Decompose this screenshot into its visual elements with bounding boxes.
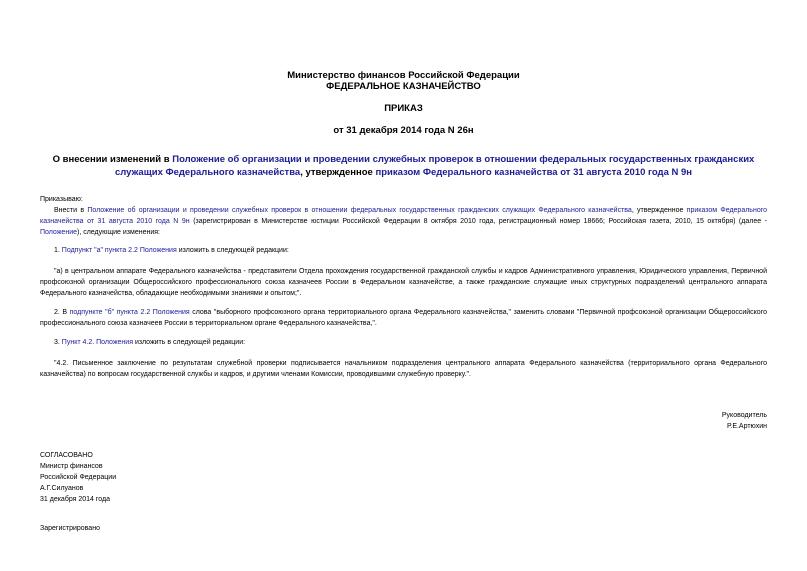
agreed-label: СОГЛАСОВАНО (40, 452, 93, 459)
quote-1: "а) в центральном аппарате Федерального казначейства - представители Отдела прохождения государственной гражданской службы и кадров Административного управления, Юридического управления, Первичной профсоюзной организации Общероссийского профессионального союза казначеев России в Федеральном казначействе, а также гражданские служащие иных структурных подразделений центрального аппарата Федерального казначейства, обладающие необходимыми знаниями и опытом;". (40, 268, 767, 297)
title-prefix: О внесении изменений в (52, 154, 173, 165)
ministry-name: Министерство финансов Российской Федерации (287, 70, 520, 81)
item-3-link[interactable]: Пункт 4.2. Положения (61, 339, 133, 346)
signature-name: Р.Е.Артюхин (727, 423, 767, 430)
item-2 (40, 307, 767, 329)
item-3 (40, 337, 767, 348)
intro-link-order[interactable]: приказом Федерального казначейства от 31 августа 2010 года N 9н (40, 207, 768, 225)
doc-title (40, 153, 767, 179)
registered-label: Зарегистрировано (40, 525, 100, 532)
intro-paragraph (40, 205, 767, 238)
agency-name: ФЕДЕРАЛЬНОЕ КАЗНАЧЕЙСТВО (326, 81, 481, 92)
signature-role: Руководитель (721, 412, 767, 419)
title-link-order[interactable]: приказом Федерального казначейства от 31 августа 2010 года N 9н (375, 167, 693, 178)
agreed-line1: Министр финансов (40, 463, 103, 470)
intro-t3: (зарегистрирован в Министерстве юстиции Российской Федерации 8 октября 2010 года, регистрационный номер 18666; Российская газета, 2010, 15 октября) (далее - (189, 218, 767, 225)
item-3-text: изложить в следующей редакции: (133, 339, 246, 346)
item-1-link[interactable]: Подпункт "а" пункта 2.2 Положения (61, 247, 177, 254)
doc-date-number: от 31 декабря 2014 года N 26н (333, 125, 474, 136)
item-3-num: 3. (54, 339, 62, 346)
item-1-text: изложить в следующей редакции: (176, 247, 289, 254)
doc-type: ПРИКАЗ (384, 103, 423, 114)
intro-link-regulation[interactable]: Положение об организации и проведении служебных проверок в отношении федеральных государственных гражданских служащих Федерального казначейства (87, 207, 632, 214)
agreed-name: А.Г.Силуанов (40, 485, 84, 492)
intro-t4: ), следующие изменения: (77, 229, 160, 236)
item-1 (40, 245, 767, 256)
quote-3: "4.2. Письменное заключение по результатам служебной проверки подписывается начальником подразделения центрального аппарата Федерального казначейства (территориального органа Федерального казначейства) по вопросам государственной службы и кадров, и другими членами Комиссии, проводившими служебную проверку.". (40, 360, 767, 378)
item-2-num: 2. В (54, 309, 70, 316)
agreed-line2: Российской Федерации (40, 474, 117, 481)
intro-t2: , утвержденное (631, 207, 687, 214)
title-link-regulation[interactable]: Положение об организации и проведении служебных проверок в отношении федеральных государственных гражданских служащих Федерального казначейства (114, 154, 755, 178)
title-middle: , утвержденное (300, 167, 376, 178)
item-2-link[interactable]: подпункте "б" пункта 2.2 Положения (69, 309, 190, 316)
intro-link-polozhenie[interactable]: Положение (40, 229, 77, 236)
item-1-num: 1. (54, 247, 62, 254)
agreed-date: 31 декабря 2014 года (40, 496, 111, 503)
order-word: Приказываю: (40, 196, 83, 203)
intro-t1: Внести в (54, 207, 88, 214)
item-2-text: слова "выборного профсоюзного органа территориального органа Федерального казначейства," заменить словами "Первичной профсоюзной организации Общероссийского профессионального союза казначеев России в территориальном органе Федерального казначейства,". (40, 309, 767, 327)
